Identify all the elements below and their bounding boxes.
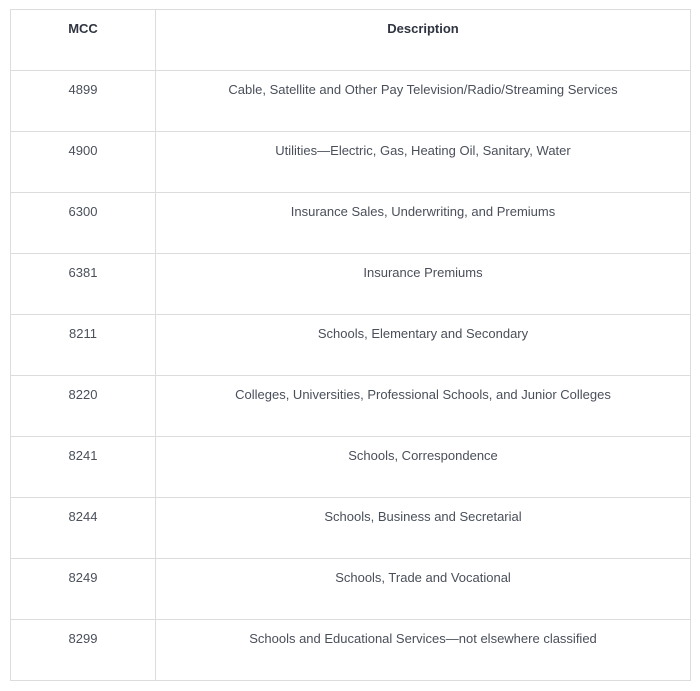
cell-description: Cable, Satellite and Other Pay Television/Radio/Streaming Services (156, 71, 691, 132)
cell-mcc: 8241 (11, 437, 156, 498)
cell-mcc: 8211 (11, 315, 156, 376)
cell-description: Schools, Business and Secretarial (156, 498, 691, 559)
cell-mcc: 8220 (11, 376, 156, 437)
header-description: Description (156, 10, 691, 71)
mcc-table (10, 9, 691, 681)
cell-description: Schools, Elementary and Secondary (156, 315, 691, 376)
cell-description: Insurance Premiums (156, 254, 691, 315)
cell-mcc: 8299 (11, 620, 156, 681)
cell-mcc: 6300 (11, 193, 156, 254)
table-row (11, 376, 691, 437)
cell-mcc: 4900 (11, 132, 156, 193)
header-mcc: MCC (11, 10, 156, 71)
table-row (11, 315, 691, 376)
cell-description: Schools, Trade and Vocational (156, 559, 691, 620)
table-row (11, 437, 691, 498)
cell-description: Colleges, Universities, Professional Schools, and Junior Colleges (156, 376, 691, 437)
cell-description: Schools and Educational Services—not elsewhere classified (156, 620, 691, 681)
mcc-table-container (10, 9, 690, 681)
table-header-row (11, 10, 691, 71)
table-row (11, 132, 691, 193)
table-row (11, 193, 691, 254)
cell-mcc: 6381 (11, 254, 156, 315)
table-row (11, 71, 691, 132)
table-row (11, 620, 691, 681)
cell-description: Insurance Sales, Underwriting, and Premiums (156, 193, 691, 254)
cell-mcc: 4899 (11, 71, 156, 132)
table-row (11, 498, 691, 559)
cell-description: Schools, Correspondence (156, 437, 691, 498)
cell-description: Utilities—Electric, Gas, Heating Oil, Sanitary, Water (156, 132, 691, 193)
cell-mcc: 8249 (11, 559, 156, 620)
table-row (11, 254, 691, 315)
cell-mcc: 8244 (11, 498, 156, 559)
table-row (11, 559, 691, 620)
